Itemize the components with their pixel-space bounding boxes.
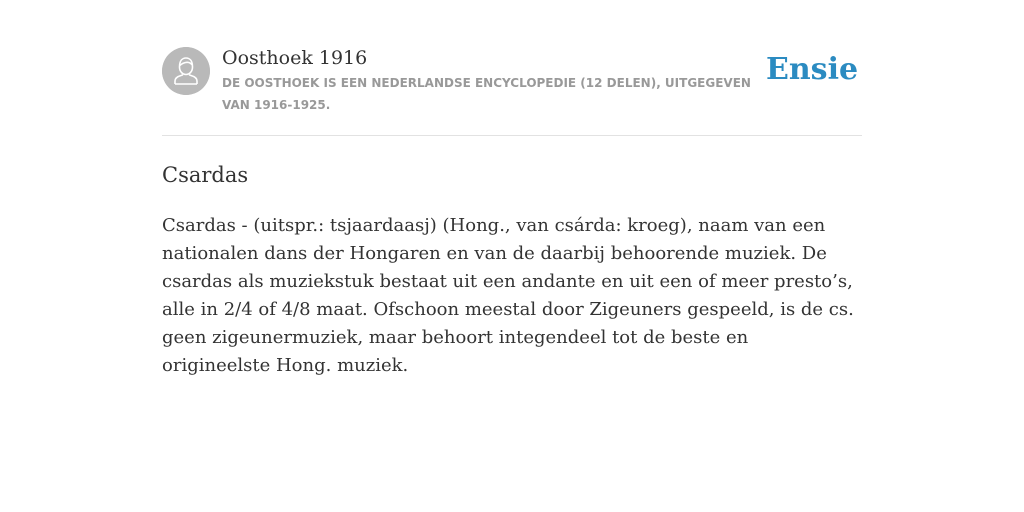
source-name-link[interactable]: Oosthoek 1916	[222, 47, 368, 69]
header-divider	[162, 135, 862, 136]
source-header	[162, 46, 862, 136]
entry-title: Csardas	[162, 163, 249, 187]
entry-body-text: Csardas - (uitspr.: tsjaardaasj) (Hong., van csárda: kroeg), naam van een nationalen dans der Hongaren en van de daarbij behoorende muziek. De csardas als muziekstuk bestaat uit een andante en uit een of meer presto’s, alle in 2/4 of 4/8 maat. Ofschoon meestal door Zigeuners gespeeld, is de cs. geen zigeunermuziek, maar behoort integendeel tot de beste en origineelste Hong. muziek.	[162, 215, 854, 376]
source-description: DE OOSTHOEK IS EEN NEDERLANDSE ENCYCLOPEDIE (12 DELEN), UITGEGEVEN VAN 1916-1925.	[222, 76, 751, 112]
ensie-logo[interactable]: Ensie	[766, 52, 859, 87]
user-silhouette-icon	[162, 47, 210, 95]
user-avatar-icon[interactable]	[162, 47, 210, 95]
